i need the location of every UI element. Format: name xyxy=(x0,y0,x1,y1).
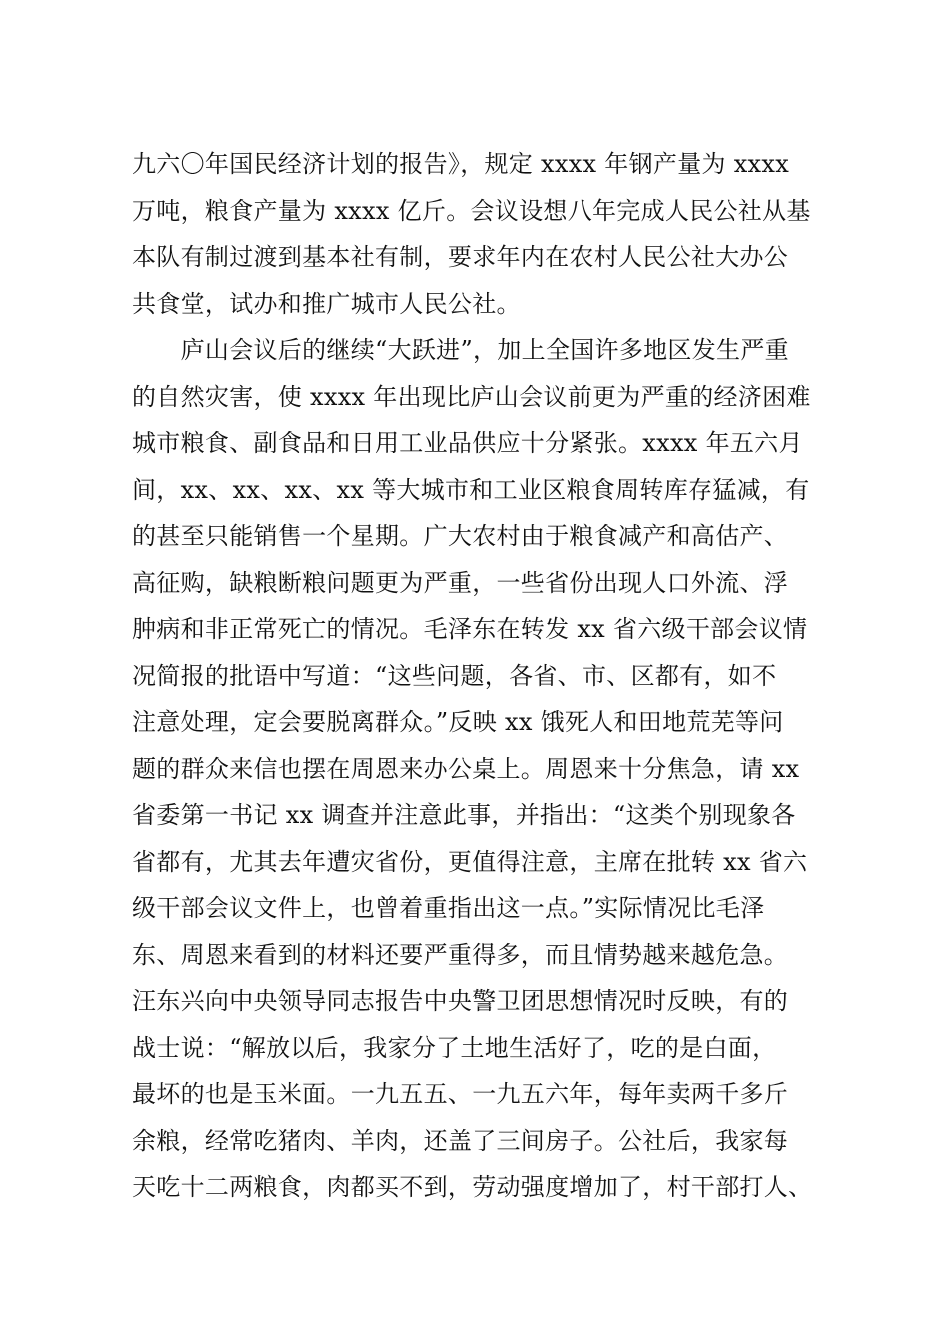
text-line: 的自然灾害，使 xxxx 年出现比庐山会议前更为严重的经济困难 xyxy=(132,382,811,411)
text-line: 况简报的批语中写道：“这些问题，各省、市、区都有，如不 xyxy=(132,661,777,690)
text-line: 汪东兴向中央领导同志报告中央警卫团思想情况时反映，有的 xyxy=(132,987,789,1015)
paragraph-start-line: 庐山会议后的继续“大跃进”，加上全国许多地区发生严重 xyxy=(132,336,789,364)
text-line: 东、周恩来看到的材料还要严重得多，而且情势越来越危急。 xyxy=(132,940,789,969)
text-line: 高征购，缺粮断粮问题更为严重，一些省份出现人口外流、浮 xyxy=(132,568,789,597)
text-line: 省委第一书记 xx 调查并注意此事，并指出：“这类个别现象各 xyxy=(132,801,796,829)
text-line: 最坏的也是玉米面。一九五五、一九五六年，每年卖两千多斤 xyxy=(132,1080,789,1108)
text-line: 九六〇年国民经济计划的报告》，规定 xxxx 年钢产量为 xxxx xyxy=(132,150,790,178)
text-line: 万吨，粮食产量为 xxxx 亿斤。会议设想八年完成人民公社从基 xyxy=(132,196,811,225)
text-line: 战士说：“解放以后，我家分了土地生活好了，吃的是白面， xyxy=(132,1033,777,1062)
text-line: 天吃十二两粮食，肉都买不到，劳动强度增加了，村干部打人、 xyxy=(132,1173,813,1201)
text-line: 共食堂，试办和推广城市人民公社。 xyxy=(132,289,521,318)
text-line: 的甚至只能销售一个星期。广大农村由于粮食减产和高估产、 xyxy=(132,522,789,550)
text-line: 省都有，尤其去年遭灾省份，更值得注意，主席在批转 xx 省六 xyxy=(132,847,808,876)
text-line: 级干部会议文件上，也曾着重指出这一点。”实际情况比毛泽 xyxy=(132,894,765,922)
body-text xyxy=(132,141,832,1211)
text-line: 肿病和非正常死亡的情况。毛泽东在转发 xx 省六级干部会议情 xyxy=(132,615,808,643)
text-line: 余粮，经常吃猪肉、羊肉，还盖了三间房子。公社后，我家每 xyxy=(132,1126,789,1155)
text-line: 间，xx、xx、xx、xx 等大城市和工业区粮食周转库存猛减，有 xyxy=(132,475,810,504)
text-line: 本队有制过渡到基本社有制，要求年内在农村人民公社大办公 xyxy=(132,243,789,271)
text-line: 城市粮食、副食品和日用工业品供应十分紧张。xxxx 年五六月 xyxy=(132,429,803,457)
text-line: 题的群众来信也摆在周恩来办公桌上。周恩来十分焦急，请 xx xyxy=(132,754,800,783)
text-line: 注意处理，定会要脱离群众。”反映 xx 饿死人和田地荒芜等问 xyxy=(132,708,784,736)
